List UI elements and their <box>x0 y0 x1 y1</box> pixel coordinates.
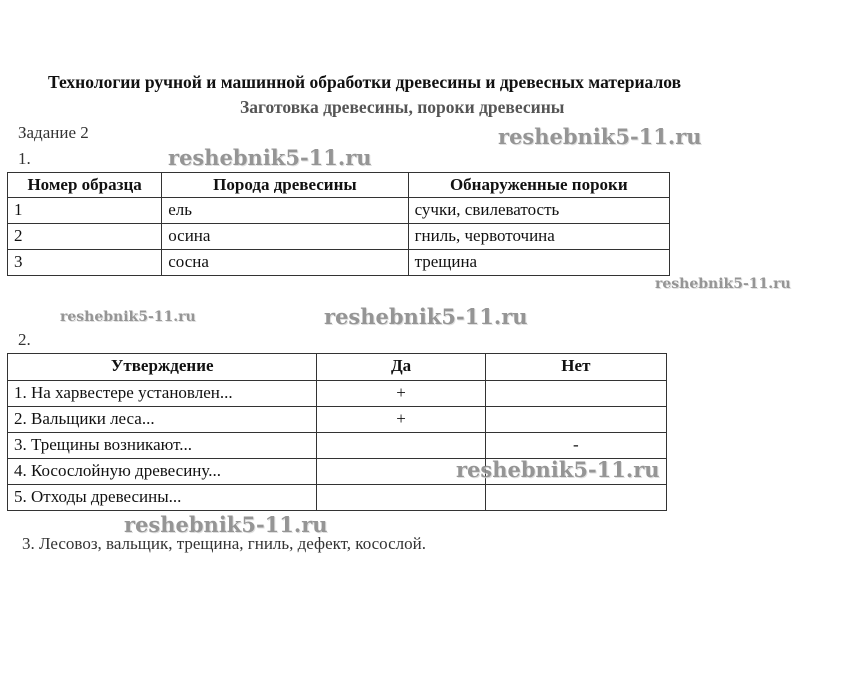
table-cell: 3 <box>8 250 162 276</box>
wood-defects-table <box>7 172 670 276</box>
no-mark: - <box>485 433 666 459</box>
table-cell: осина <box>162 224 408 250</box>
table-cell: сосна <box>162 250 408 276</box>
statement-cell: 5. Отходы древесины... <box>8 485 317 511</box>
table-row <box>8 381 667 407</box>
document-title: Технологии ручной и машинной обработки древесины и древесных материалов <box>48 72 682 92</box>
watermark: reshebnik5-11.ru <box>168 145 372 170</box>
yes-mark <box>317 485 485 511</box>
column-header: Порода древесины <box>162 173 408 198</box>
table-cell: ель <box>162 198 408 224</box>
column-header: Утверждение <box>8 354 317 381</box>
part2-label: 2. <box>18 330 31 349</box>
yes-mark <box>317 433 485 459</box>
table-row <box>8 407 667 433</box>
watermark: reshebnik5-11.ru <box>655 276 791 292</box>
no-mark <box>485 381 666 407</box>
yes-mark: + <box>317 407 485 433</box>
statement-cell: 2. Вальщики леса... <box>8 407 317 433</box>
task-label: Задание 2 <box>18 123 89 142</box>
column-header: Да <box>317 354 485 381</box>
watermark: reshebnik5-11.ru <box>324 304 528 329</box>
watermark: reshebnik5-11.ru <box>60 309 196 325</box>
column-header: Нет <box>485 354 666 381</box>
table-row <box>8 198 670 224</box>
no-mark <box>485 407 666 433</box>
watermark: reshebnik5-11.ru <box>498 124 702 149</box>
table-cell: 2 <box>8 224 162 250</box>
column-header: Номер образца <box>8 173 162 198</box>
statements-table <box>7 353 667 511</box>
column-header: Обнаруженные пороки <box>408 173 669 198</box>
yes-mark: + <box>317 381 485 407</box>
document-subtitle: Заготовка древесины, пороки древесины <box>240 97 565 117</box>
no-mark <box>485 485 666 511</box>
table-cell: сучки, свилеватость <box>408 198 669 224</box>
statement-cell: 4. Косослойную древесину... <box>8 459 317 485</box>
watermark: reshebnik5-11.ru <box>456 457 660 482</box>
table-row <box>8 433 667 459</box>
statement-cell: 3. Трещины возникают... <box>8 433 317 459</box>
table-row <box>8 250 670 276</box>
part1-label: 1. <box>18 149 31 168</box>
table-cell: трещина <box>408 250 669 276</box>
table-header-row <box>8 173 670 198</box>
table-row <box>8 224 670 250</box>
watermark: reshebnik5-11.ru <box>124 512 328 537</box>
statement-cell: 1. На харвестере установлен... <box>8 381 317 407</box>
table-row <box>8 485 667 511</box>
table-cell: гниль, червоточина <box>408 224 669 250</box>
table-cell: 1 <box>8 198 162 224</box>
part3-answer: 3. Лесовоз, вальщик, трещина, гниль, дефект, косослой. <box>22 534 426 553</box>
table-header-row <box>8 354 667 381</box>
